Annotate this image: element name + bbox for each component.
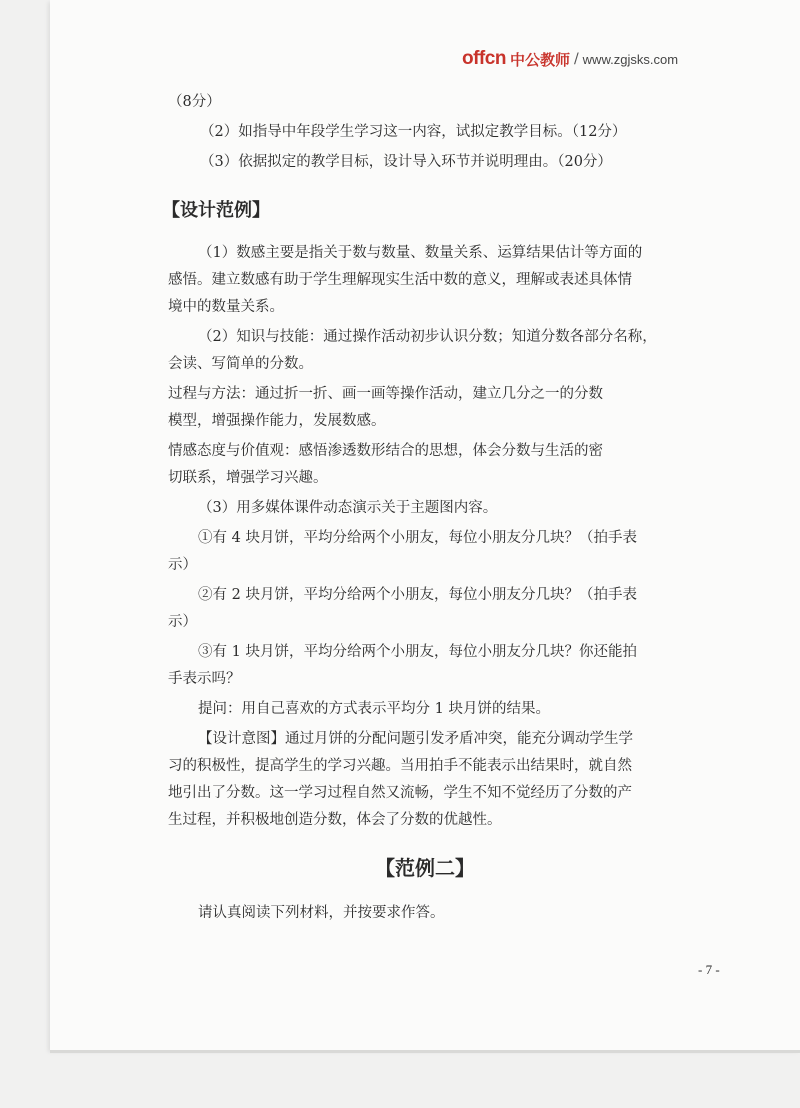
design-intent-line1: 【设计意图】通过月饼的分配问题引发矛盾冲突，能充分调动学生学 (198, 731, 633, 747)
answer-p3-line2: 模型，增强操作能力，发展数感。 (168, 413, 386, 429)
design-intent-line2: 习的积极性，提高学生的学习兴趣。当用拍手不能表示出结果时，就自然 (168, 758, 632, 774)
design-intent-line3: 地引出了分数。这一学习过程自然又流畅，学生不知不觉经历了分数的产 (168, 785, 632, 801)
answer-p1-line2: 感悟。建立数感有助于学生理解现实生活中数的意义，理解或表述具体情 (168, 272, 632, 288)
question-score-continued: （8分） (168, 94, 221, 110)
example-2-instruction: 请认真阅读下列材料，并按要求作答。 (198, 905, 445, 921)
answer-p2-line1: （2）知识与技能：通过操作活动初步认识分数；知道分数各部分名称， (198, 329, 657, 345)
page-edge-shadow (50, 1050, 800, 1053)
scanned-page (50, 0, 800, 1050)
answer-p3-line1: 过程与方法：通过折一折、画一画等操作活动，建立几分之一的分数 (168, 386, 603, 402)
page-number: - 7 - (698, 962, 720, 977)
offcn-logo: offcn (462, 48, 506, 69)
answer-p1-line3: 境中的数量关系。 (168, 299, 284, 315)
question-3-line1: ③有 1 块月饼，平均分给两个小朋友，每位小朋友分几块？你还能拍 (198, 644, 637, 660)
answer-p5: （3）用多媒体课件动态演示关于主题图内容。 (198, 500, 498, 516)
question-1-line1: ①有 4 块月饼，平均分给两个小朋友，每位小朋友分几块？（拍手表 (198, 530, 637, 546)
answer-p4-line2: 切联系，增强学习兴趣。 (168, 470, 328, 486)
brand-header (462, 46, 722, 72)
brand-name: 中公教师 (509, 50, 570, 69)
answer-p4-line1: 情感态度与价值观：感悟渗透数形结合的思想，体会分数与生活的密 (168, 443, 603, 459)
question-2-line1: ②有 2 块月饼，平均分给两个小朋友，每位小朋友分几块？（拍手表 (198, 587, 637, 603)
section-title-design-example: 【设计范例】 (162, 200, 270, 221)
question-2-line2: 示） (168, 614, 197, 630)
question-item-2: （2）如指导中年段学生学习这一内容，试拟定教学目标。（12分） (200, 124, 627, 140)
prompt-question: 提问：用自己喜欢的方式表示平均分 1 块月饼的结果。 (198, 701, 550, 717)
answer-p2-line2: 会读、写简单的分数。 (168, 356, 313, 372)
question-item-3: （3）依据拟定的教学目标，设计导入环节并说明理由。（20分） (200, 154, 612, 170)
example-2-title: 【范例二】 (375, 856, 475, 880)
brand-url: www.zgjsks.com (582, 51, 679, 67)
answer-p1-line1: （1）数感主要是指关于数与数量、数量关系、运算结果估计等方面的 (198, 245, 643, 261)
question-3-line2: 手表示吗？ (168, 671, 241, 687)
brand-separator: / (573, 51, 579, 67)
question-1-line2: 示） (168, 557, 197, 573)
design-intent-line4: 生过程，并积极地创造分数，体会了分数的优越性。 (168, 812, 502, 828)
